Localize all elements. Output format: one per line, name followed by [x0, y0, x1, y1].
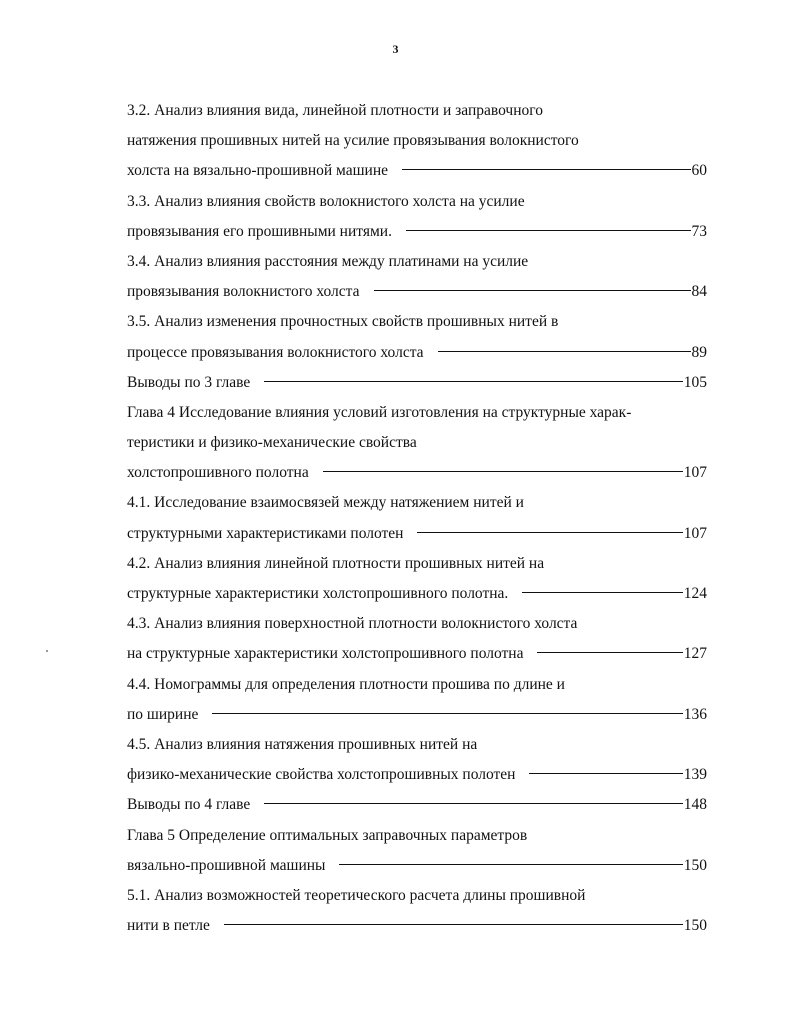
toc-leader-line: [323, 470, 683, 472]
toc-entry: [127, 609, 707, 669]
toc-entry-final-line: [127, 458, 707, 488]
toc-leader-line: [417, 531, 682, 533]
toc-leader-line: [339, 863, 682, 865]
toc-page-number: 139: [683, 766, 707, 784]
toc-entry-text: 3.5. Анализ изменения прочностных свойств прошивных нитей в: [127, 313, 559, 331]
toc-entry: [127, 821, 707, 881]
toc-entry-line: [127, 247, 707, 277]
toc-entry: [127, 307, 707, 367]
toc-entry-text: 3.4. Анализ влияния расстояния между платинами на усилие: [127, 252, 529, 270]
toc-entry: [127, 488, 707, 548]
toc-page-number: 89: [691, 343, 707, 361]
toc-entry-text: структурные характеристики холстопрошивного полотна.: [127, 585, 509, 602]
toc-entry-line: [127, 609, 707, 639]
toc-entry-text: холстопрошивного полотна: [127, 464, 309, 482]
toc-entry-text: теристики и физико-механические свойства: [127, 434, 417, 452]
toc-entry-final-line: [127, 579, 707, 609]
toc-entry-line: [127, 398, 707, 428]
toc-entry-text: вязально-прошивной машины: [127, 856, 326, 874]
toc-entry: [127, 881, 707, 941]
toc-page-number: 136: [683, 705, 707, 723]
toc-entry-line: [127, 126, 707, 156]
toc-leader-line: [224, 923, 683, 925]
toc-page-number: 107: [683, 524, 707, 542]
toc-leader-line: [264, 802, 682, 804]
toc-entry-final-line: [127, 639, 707, 669]
toc-entry: [127, 549, 707, 609]
toc-entry-final-line: [127, 338, 707, 368]
toc-entry-final-line: [127, 519, 707, 549]
toc-entry-text: на структурные характеристики холстопрошивного полотна: [127, 645, 524, 663]
toc-entry-text: процессе провязывания волокнистого холста: [127, 343, 424, 361]
toc-entry: [127, 730, 707, 790]
toc-entry-text: Глава 5 Определение оптимальных заправочных параметров: [127, 826, 528, 844]
toc-entry-line: [127, 488, 707, 518]
toc-leader-line: [374, 289, 691, 291]
toc-entry-text: 3.2. Анализ влияния вида, линейной плотности и заправочного: [127, 102, 543, 119]
toc-entry-final-line: [127, 790, 707, 820]
toc-page-number: 107: [683, 464, 707, 482]
toc-entry-text: 4.4. Номограммы для определения плотности прошива по длине и: [127, 675, 565, 693]
toc-page-number: 127: [683, 645, 707, 663]
toc-page-number: 105: [683, 373, 707, 391]
toc-leader-line: [529, 772, 682, 774]
toc-leader-line: [402, 168, 690, 170]
toc-page-number: 124: [683, 585, 707, 602]
toc-entry-text: натяжения прошивных нитей на усилие провязывания волокнистого: [127, 132, 579, 150]
toc-entry: [127, 670, 707, 730]
toc-leader-line: [406, 229, 691, 231]
toc-entry-text: холста на вязально-прошивной машине: [127, 162, 389, 180]
toc-entry-text: 4.5. Анализ влияния натяжения прошивных нитей на: [127, 735, 478, 753]
toc-entry-text: по ширине: [127, 705, 199, 723]
toc-entry-line: [127, 307, 707, 337]
toc-entry: [127, 187, 707, 247]
toc-leader-line: [264, 380, 682, 382]
toc-entry-text: 4.1. Исследование взаимосвязей между натяжением нитей и: [127, 494, 524, 512]
toc-entry-final-line: [127, 851, 707, 881]
toc-page-number: 148: [683, 796, 707, 814]
toc-entry: [127, 247, 707, 307]
scan-speck: [46, 650, 48, 652]
toc-leader-line: [212, 712, 682, 714]
toc-entry-text: нити в петле: [127, 917, 210, 935]
toc-page-number: 150: [683, 917, 707, 935]
toc-entry-text: Глава 4 Исследование влияния условий изготовления на структурные харак-: [127, 403, 632, 421]
toc-entry-final-line: [127, 156, 707, 186]
toc-entry-final-line: [127, 911, 707, 941]
toc-page-number: 84: [691, 283, 707, 301]
toc-entry-final-line: [127, 760, 707, 790]
table-of-contents: [127, 96, 707, 941]
toc-entry: [127, 96, 707, 187]
toc-entry-line: [127, 96, 707, 126]
toc-entry-text: 4.2. Анализ влияния линейной плотности прошивных нитей на: [127, 554, 545, 572]
toc-entry-line: [127, 670, 707, 700]
toc-entry: [127, 398, 707, 489]
toc-entry-text: Выводы по 3 главе: [127, 373, 251, 391]
toc-entry-text: провязывания его прошивными нитями.: [127, 222, 392, 240]
toc-entry-final-line: [127, 368, 707, 398]
toc-entry-final-line: [127, 217, 707, 247]
toc-entry-line: [127, 549, 707, 579]
toc-entry-text: физико-механические свойства холстопрошивных полотен: [127, 766, 516, 784]
toc-entry-line: [127, 881, 707, 911]
toc-entry-line: [127, 821, 707, 851]
toc-entry-line: [127, 428, 707, 458]
toc-entry-final-line: [127, 277, 707, 307]
toc-page-number: 73: [691, 222, 707, 240]
toc-entry: [127, 368, 707, 398]
toc-entry-final-line: [127, 700, 707, 730]
toc-entry-text: 3.3. Анализ влияния свойств волокнистого холста на усилие: [127, 192, 525, 210]
toc-entry-text: провязывания волокнистого холста: [127, 283, 360, 301]
page-number: 3: [392, 42, 399, 56]
toc-entry-text: 5.1. Анализ возможностей теоретического расчета длины прошивной: [127, 886, 586, 904]
toc-entry-line: [127, 187, 707, 217]
toc-entry: [127, 790, 707, 820]
toc-page-number: 60: [691, 162, 707, 180]
toc-leader-line: [537, 651, 682, 653]
toc-leader-line: [438, 350, 691, 352]
toc-entry-text: 4.3. Анализ влияния поверхностной плотности волокнистого холста: [127, 615, 578, 633]
toc-page-number: 150: [683, 856, 707, 874]
toc-leader-line: [522, 591, 682, 593]
toc-entry-text: Выводы по 4 главе: [127, 796, 251, 814]
toc-entry-line: [127, 730, 707, 760]
toc-entry-text: структурными характеристиками полотен: [127, 524, 404, 542]
